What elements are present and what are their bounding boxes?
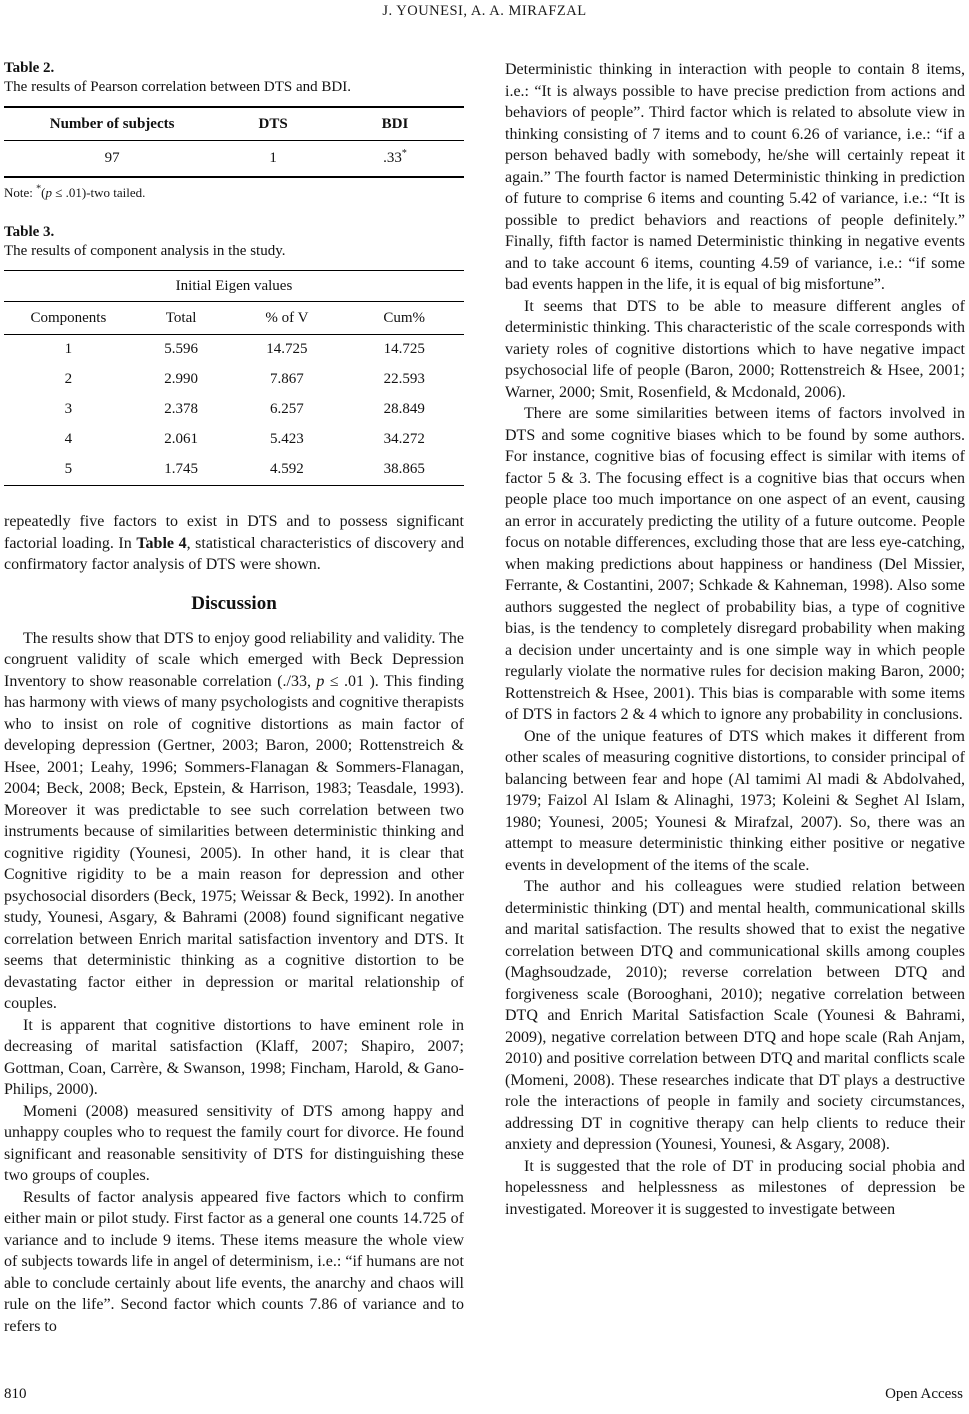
table3-row: 1 5.596 14.725 14.725 [64,341,425,357]
p-variable: p [316,672,325,690]
table2-note: Note: *(p ≤ .01)-two tailed. [4,183,146,200]
table3-header-row [4,302,464,335]
paragraph: The author and his colleagues were studied relation between deterministic thinking (DT) and mental health, communicational skills and marital satisfaction. The results showed that to exist the negative correlation between DTQ and communicational skills among couples (Maghsoudzade, 2010); reverse correlation between DTQ and forgiveness scale (Borooghani, 2010); negative correlation between DTQ and Enrich Marital Satisfaction Scale (Younesi & Bahrami, 2009), negative correlation between DTQ and hope scale (Rah Anjam, 2010) and positive correlation between DTQ and marital conflicts scale (Momeni, 2008). These researches indicate that DT plays a destructive role the interactions of people in family and society circumstances, addressing DT in cognitive therapy can help clients to reduce their anxiety and depression (Younesi, Younesi, & Asgary, 2008). [505,878,965,1153]
page-number: 810 [4,1386,27,1402]
table3-span-header: Initial Eigen values [4,271,464,302]
right-column [505,59,965,1337]
continuation-paragraph: repeatedly five factors to exist in DTS and to possess significant factorial loading. In Table 4, statistical characteristics of discovery and confirmatory factor analysis of DTS were shown. [4,513,465,573]
paragraph: It is apparent that cognitive distortions to have eminent role in decreasing of marital satisfaction (Klaff, 2007; Shapiro, 2007; Gottman, Coan, Carrère, & Swanson, 1998; Fincham, Harold, & Gano-Philips, 2000). [4,1016,464,1098]
table2-label: Table 2. [4,60,55,76]
table2-header-dts: DTS [220,107,326,141]
two-column-body [0,59,969,1337]
table3-label: Table 3. [4,224,55,240]
paragraph: Deterministic thinking in interaction with people to contain 8 items, i.e.: “It is always possible to have precise prediction from actions and behaviors of people”. Third factor which is related to absolute view in thinking consisting of 7 items and to count 6.26 of variance, i.e.: “if a person behaved badly with somebody, he/she will certainly repeat it again.” The fourth factor is named Deterministic thinking in prediction of future to comprise 6 items and counting 5.42 of variance, i.e.: “It is possible to predict behaviors and reactions of people definitely.” Finally, fifth factor is named Deterministic thinking in negative events and to take account 6 items, counting 4.59 of variance, i.e.: “if some bad events happen in the life, it is equal of big misfortune”. [505,61,965,293]
left-column [4,59,464,1337]
table2-data-row [4,141,464,178]
table2-cell-bdi: .33* [383,148,407,166]
table3-caption: The results of component analysis in the study. [4,243,286,259]
table2-block [4,59,464,201]
table2-header-row [4,107,464,141]
table3-header-total: Total [133,302,230,335]
discussion-heading: Discussion [191,592,277,614]
open-access-label: Open Access [885,1386,963,1402]
significance-star: * [401,148,407,159]
paragraph: Momeni (2008) measured sensitivity of DTS among happy and unhappy couples who to request the family court for divorce. He found significant and reasonable sensitivity of DTS for distinguishing these two groups of couples. [4,1102,464,1184]
running-head: J. YOUNESI, A. A. MIRAFZAL [382,3,587,19]
paragraph: It is suggested that the role of DT in producing social phobia and hopelessness and helplessness as milestones of depression be investigated. Moreover it is suggested to investigate between [505,1157,965,1218]
paragraph: It seems that DTS to be able to measure different angles of deterministic thinking. This characteristic of the scale corresponds with variety roles of cognitive distortions which to have negative impact psychosocial life of people (Baron, 2000; Rottenstreich & Hsee, 2001; Warner, 2000; Smit, Rosenfield, & Mcdonald, 2006). [505,297,965,401]
table3-row: 2 2.990 7.867 22.593 [64,371,425,387]
table3-header-cum: Cum% [344,302,464,335]
table2-caption: The results of Pearson correlation between DTS and BDI. [4,79,351,95]
table2-header-subjects: Number of subjects [4,107,220,141]
note-p-variable: p [45,185,52,200]
table3-span-header-row [4,271,464,302]
paragraph: Results of factor analysis appeared five factors which to confirm either main or pilot study. First factor as a general one counts 14.725 of variance and to include 9 items. These items measure the whole view of subjects towards life in angel of determinism, i.e.: “if humans are not able to conclude certainly about life events, the anarchy and chaos will rule on the life”. Second factor which counts 7.86 of variance and to refers to [4,1188,464,1335]
paragraph: There are some similarities between items of factors involved in DTS and some cognitive biases which to be found by some authors. For instance, cognitive bias of focusing effect is similar with items of factor 5 & 3. The focusing effect is a cognitive bias that occurs when people place too much importance on one aspect of an event, causing an error in accurately predicting the utility of a future outcome. People focus on notable differences, excluding those that are less eye-catching, when making predictions about happiness or handiness (Del Missier, Ferrante, & Costantini, 2007; Schkade & Kahneman, 1998). Also some authors suggested the neglect of probability bias, a type of cognitive bias, is the tendency to completely disregard probability when making a decision under uncertainty and is one simple way in which people regularly violate the normative rules for decision making Baron, 2000; Rottenstreich & Hsee, 2001). This bias is comparable with some items of DTS in factors 2 & 4 which to ignore any probability in conclusions. [505,405,965,723]
table3-header-pct-v: % of V [229,302,344,335]
table3-block [4,223,464,486]
table3-row: 4 2.061 5.423 34.272 [64,431,425,447]
table3-row: 3 2.378 6.257 28.849 [64,401,425,417]
table2-header-bdi: BDI [326,107,464,141]
table2 [4,106,464,178]
table3-header-components: Components [4,302,133,335]
table4-reference: Table 4 [136,534,187,552]
note-star: * [36,183,42,195]
table3 [4,270,464,486]
table2-cell-subjects: 97 [104,150,120,166]
table2-cell-dts: 1 [269,150,277,166]
paragraph: One of the unique features of DTS which makes it different from other scales of measuring cognitive distortions, to consider principal of balancing between fear and hope (Al tamimi Al madi & Abdolvahed, 1979; Faizol Al Islam & Alinaghi, 1973; Koleini & Seghet Al Islam, 1980; Younesi, 2005; Younesi & Mirafzal, 2007). So, there was an attempt to measure deterministic thinking either positive or negative events in development of the items of the scale. [505,727,965,874]
paragraph-results: The results show that DTS to enjoy good reliability and validity. The congruent validity of scale which emerged with Beck Depression Inventory to show reasonable correlation (./33, p ≤ .01 ). This finding has harmony with views of many psychologists and cognitive therapists who to insist on role of cognitive distortions as main factor of developing depression (Gertner, 2003; Baron, 2000; Rottenstreich & Hsee, 2001; Leahy, 1996; Sommers-Flanagan & Sommers-Flanagan, 2004; Beck, 2008; Beck, Epstein, & Harrison, 1983; Teasdale, 1993). Moreover it was predictable to see such correlation between two instruments because of similarities between deterministic thinking and cognitive rigidity (Younesi, 2005). In other hand, it is clear that Cognitive rigidity to be a main reason for depression and other psychosocial disorders (Beck, 1975; Weissar & Beck, 1992). In another study, Younesi, Asgary, & Bahrami (2008) found significant negative correlation between Enrich marital satisfaction inventory and DTS. It seems that deterministic thinking as a cognitive distortion to be devastating factor either in depression or marital relationship of couples. [4,629,465,1012]
table3-row: 5 1.745 4.592 38.865 [64,461,425,477]
